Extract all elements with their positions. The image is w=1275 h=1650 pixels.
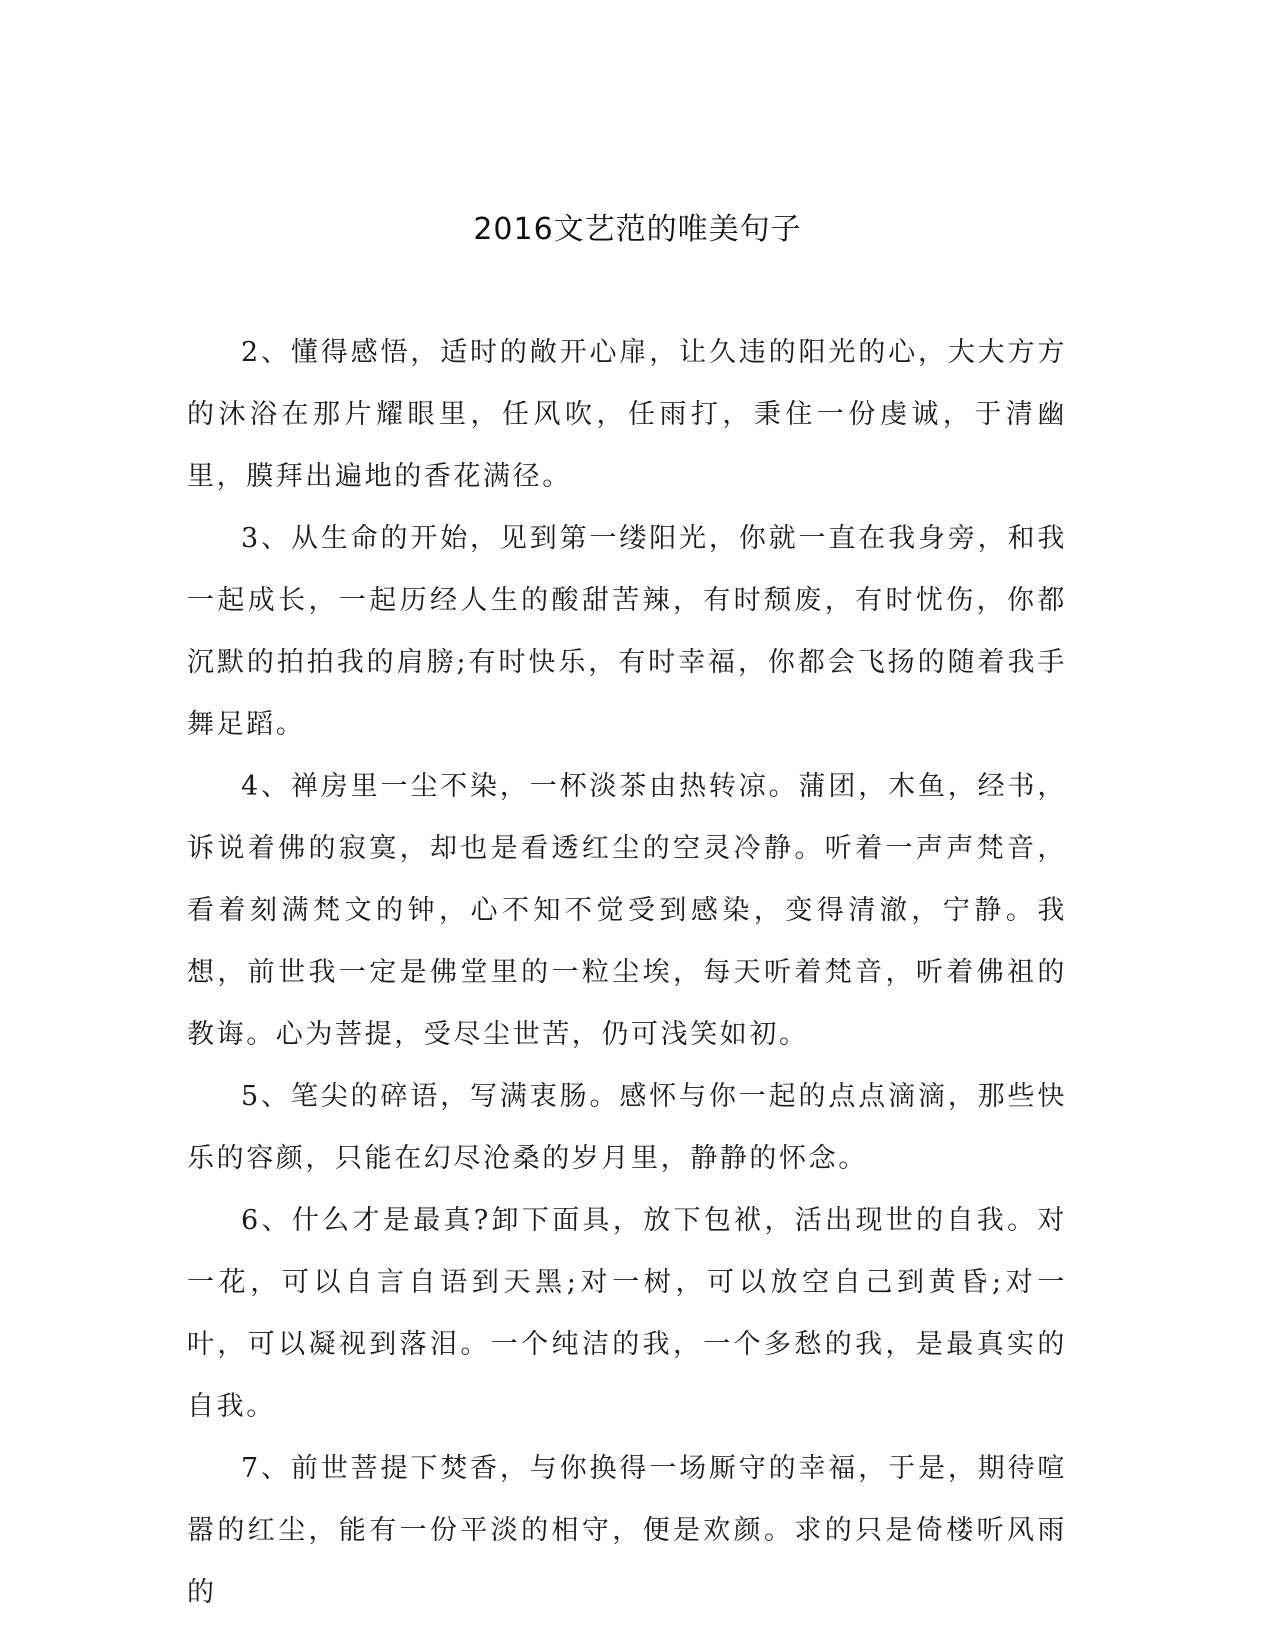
paragraph-2: 2、懂得感悟，适时的敞开心扉，让久违的阳光的心，大大方方的沐浴在那片耀眼里，任风吹，任雨打，秉住一份虔诚，于清幽里，膜拜出遍地的香花满径。 — [187, 337, 1067, 492]
paragraph-6: 6、什么才是最真?卸下面具，放下包袱，活出现世的自我。对一花，可以自言自语到天黑;对一树，可以放空自己到黄昏;对一叶，可以凝视到落泪。一个纯洁的我，一个多愁的我，是最真实的自我。 — [187, 1205, 1067, 1422]
paragraph-5: 5、笔尖的碎语，写满衷肠。感怀与你一起的点点滴滴，那些快乐的容颜，只能在幻尽沧桑的岁月里，静静的怀念。 — [187, 1081, 1067, 1174]
paragraph-3: 3、从生命的开始，见到第一缕阳光，你就一直在我身旁，和我一起成长，一起历经人生的酸甜苦辣，有时颓废，有时忧伤，你都沉默的拍拍我的肩膀;有时快乐，有时幸福，你都会飞扬的随着我手舞足蹈。 — [187, 523, 1067, 740]
paragraph-4: 4、禅房里一尘不染，一杯淡茶由热转凉。蒲团，木鱼，经书，诉说着佛的寂寞，却也是看透红尘的空灵冷静。听着一声声梵音，看着刻满梵文的钟，心不知不觉受到感染，变得清澈，宁静。我想，前世我一定是佛堂里的一粒尘埃，每天听着梵音，听着佛祖的教诲。心为菩提，受尽尘世苦，仍可浅笑如初。 — [187, 771, 1067, 1050]
document-title: 2016文艺范的唯美句子 — [473, 212, 802, 247]
paragraph-7: 7、前世菩提下焚香，与你换得一场厮守的幸福，于是，期待喧嚣的红尘，能有一份平淡的相守，便是欢颜。求的只是倚楼听风雨的 — [187, 1453, 1067, 1608]
document-body — [187, 322, 1067, 1624]
